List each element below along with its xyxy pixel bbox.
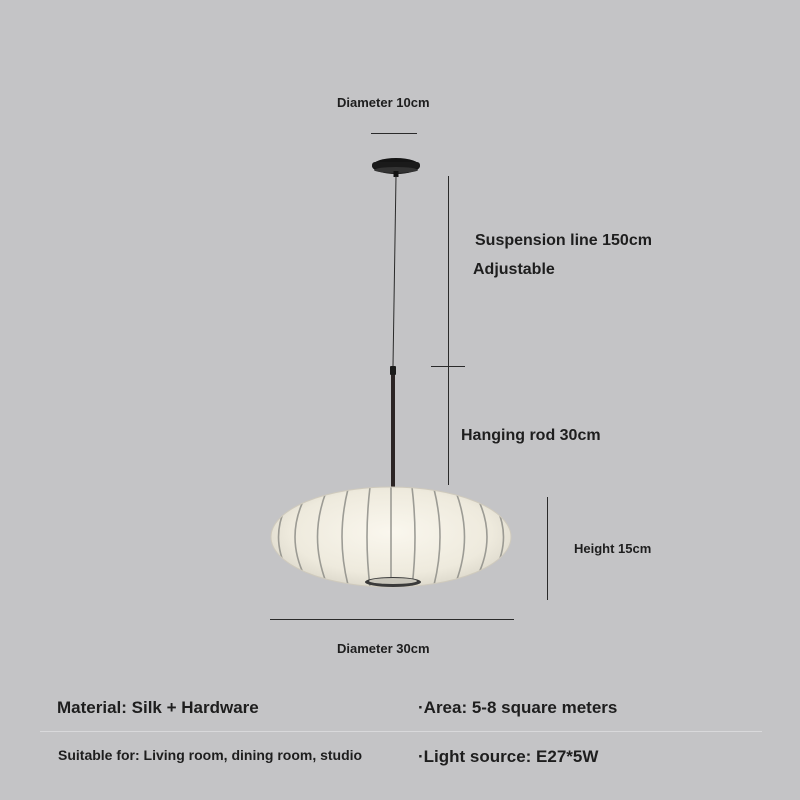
height-label: Height 15cm <box>574 541 652 556</box>
ceiling-canopy <box>372 158 420 177</box>
hanging-rod-label: Hanging rod 30cm <box>461 427 601 444</box>
adjustable-label: Adjustable <box>473 261 555 278</box>
light-source-spec: ·Light source: E27*5W <box>418 747 599 766</box>
top-diameter-label: Diameter 10cm <box>337 95 430 110</box>
area-spec: ·Area: 5-8 square meters <box>418 698 618 717</box>
suspension-wire <box>393 176 396 366</box>
bottom-diameter-label: Diameter 30cm <box>337 641 430 656</box>
silk-lamp-shade <box>271 486 511 588</box>
suitable-for-spec: Suitable for: Living room, dining room, studio <box>58 747 363 763</box>
suspension-line-label: Suspension line 150cm <box>475 232 652 249</box>
material-spec: Material: Silk + Hardware <box>57 698 259 717</box>
hanging-rod <box>390 366 396 489</box>
spec-divider <box>40 731 762 732</box>
